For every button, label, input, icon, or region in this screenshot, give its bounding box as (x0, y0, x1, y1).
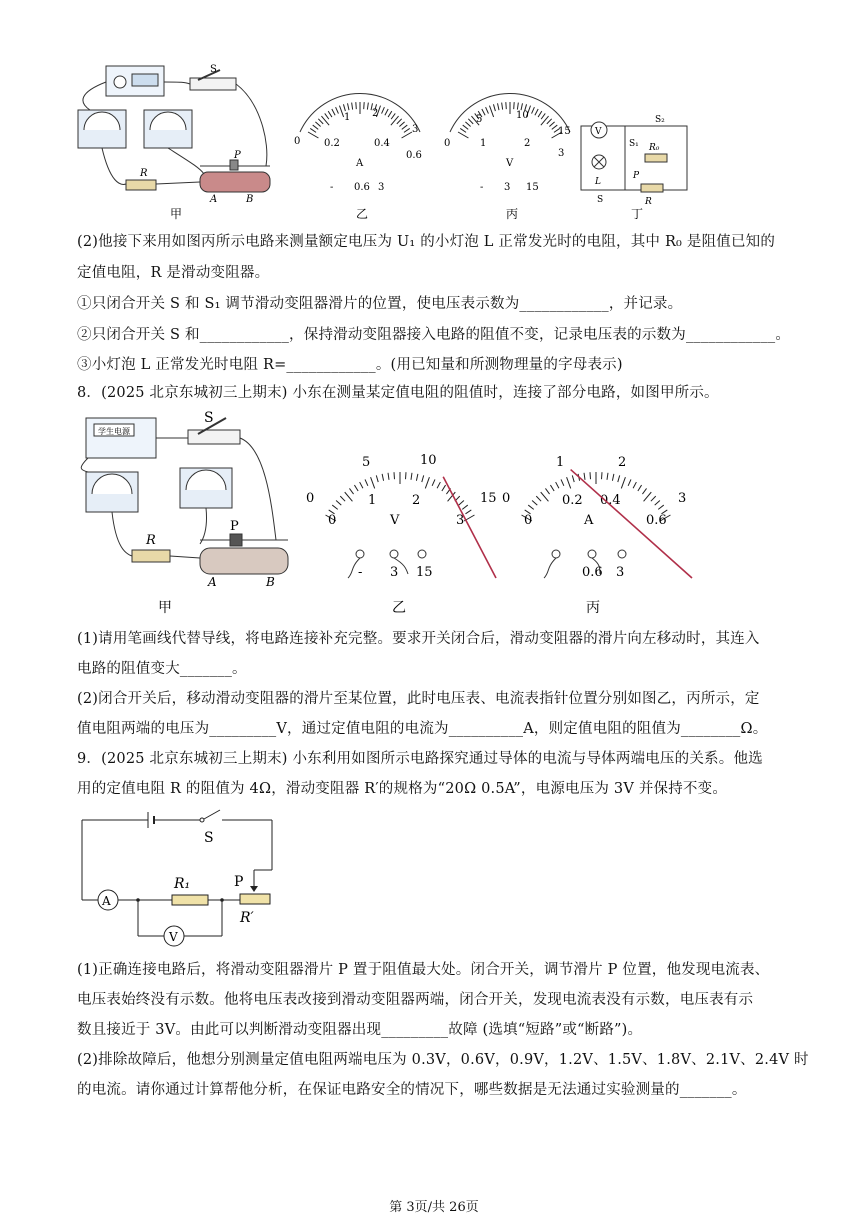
dial-tick (458, 132, 468, 138)
top-voltmeter-tick-10: 10 (516, 110, 529, 121)
q8-ammeter-term-3: 3 (616, 565, 625, 580)
top-circuit-voltmeter: V (595, 127, 602, 137)
top-ammeter-tick-1: 1 (344, 112, 351, 123)
top-voltmeter-btick-3: 3 (558, 148, 565, 159)
dial-tick (315, 122, 320, 127)
q9-part1-line3: 数且接近于 3V。由此可以判断滑动变阻器出现_________故障 (选填“短路”或“断路”)。 (77, 1022, 643, 1038)
dial-tick (465, 122, 470, 127)
dial-tick (532, 107, 535, 113)
q8-part1-line2: 电路的阻值变大_______。 (77, 661, 247, 677)
q8-caption-bing: 丙 (586, 600, 600, 616)
q8-part2-line1: (2)闭合开关后，移动滑动变阻器的滑片至某位置，此时电压表、电流表指针位置分别如图乙，丙所示，定 (77, 691, 760, 707)
q8-ammeter-unit: A (584, 513, 594, 528)
top-switch-label: S (210, 64, 217, 75)
dial-tick (425, 477, 429, 488)
dial-tick (442, 485, 446, 491)
dial-tick (371, 477, 375, 488)
dial-tick (354, 485, 358, 491)
q8-ammeter-bottom-06: 0.6 (646, 513, 667, 528)
dial-tick (644, 492, 652, 501)
q9-r1-label: R₁ (174, 876, 191, 892)
q8-terminal-a: A (208, 575, 217, 589)
dial-tick (463, 125, 469, 129)
q7-step1: ①只闭合开关 S 和 S₁ 调节滑动变阻器滑片的位置，使电压表示数为____________，并记录。 (77, 296, 683, 312)
q8-voltmeter-bottom-2: 2 (412, 493, 421, 508)
dial-tick (486, 107, 489, 113)
dial-tick (628, 479, 631, 485)
top-apparatus-figure (78, 64, 270, 205)
q8-ammeter-bottom-0: 0 (524, 513, 533, 528)
q7-step2: ②只闭合开关 S 和____________，保持滑动变阻器接入电路的阻值不变，记录电压表的示数为____________。 (77, 327, 791, 343)
q9-slider-label: P (234, 874, 244, 890)
top-ammeter-tick-2: 2 (372, 108, 379, 119)
dial-tick (348, 103, 349, 110)
q8-voltmeter-term-15: 15 (416, 565, 433, 580)
dial-tick (365, 479, 368, 485)
top-ammeter-btick-2: 0.4 (374, 138, 390, 149)
q9-ammeter-label: A (102, 894, 111, 908)
q8-ammeter-top-0: 0 (502, 491, 511, 506)
dial-tick (498, 103, 499, 110)
dial-tick (402, 125, 408, 129)
top-circuit-diagram (581, 115, 687, 221)
dial-tick (462, 505, 468, 509)
dial-tick (584, 473, 585, 480)
dial-tick (633, 482, 636, 488)
q7-part2-line1: (2)他接下来用如图丙所示电路来测量额定电压为 U₁ 的小灯泡 L 正常发光时的电阻，其中 R₀ 是阻值已知的 (77, 234, 776, 250)
dial-tick (422, 475, 424, 482)
top-voltmeter-tick-15: 15 (558, 126, 571, 137)
dial-tick (318, 119, 323, 124)
dial-tick (561, 479, 564, 485)
dial-tick (349, 488, 353, 494)
dial-tick (547, 119, 552, 124)
top-ammeter-unit: A (356, 158, 364, 169)
dial-tick (658, 505, 664, 509)
dial-tick (437, 482, 440, 488)
dial-tick (468, 119, 473, 124)
top-voltmeter-btick-2: 2 (524, 138, 531, 149)
top-circuit-s1-label: S₁ (629, 139, 639, 149)
dial-tick (339, 106, 343, 117)
q8-voltmeter-top-0: 0 (306, 491, 315, 506)
q9-stem-line2: 用的定值电阻 R 的阻值为 4Ω，滑动变阻器 R′的规格为“20Ω 0.5A”，电源电压为 3V 并保持不变。 (77, 781, 728, 797)
dial-tick (402, 132, 412, 138)
q8-voltmeter-term-neg: - (358, 565, 363, 580)
dial-tick (308, 132, 318, 138)
dial-tick (336, 500, 341, 505)
dial-tick (549, 122, 554, 127)
q9-part2-line2: 的电流。请你通过计算帮他分析，在保证电路安全的情况下，哪些数据是无法通过实验测量的_______。 (77, 1082, 747, 1098)
top-ammeter-term-06: 0.6 (354, 182, 370, 193)
q8-ammeter-dial (502, 455, 692, 616)
dial-tick (541, 113, 545, 119)
q8-ammeter-top-2: 2 (618, 455, 627, 470)
q8-power-supply-label: 学生电源 (98, 427, 130, 436)
q8-caption-jia: 甲 (158, 600, 172, 616)
dial-tick (572, 475, 574, 482)
dial-tick (391, 113, 395, 119)
dial-tick (618, 475, 620, 482)
q8-voltmeter-bottom-0: 0 (328, 513, 337, 528)
q8-voltmeter-bottom-3: 3 (456, 513, 465, 528)
dial-tick (607, 473, 608, 480)
dial-tick (367, 103, 368, 110)
top-slider-label: P (234, 150, 241, 161)
q9-circuit-diagram (76, 808, 286, 954)
dial-tick (352, 103, 353, 110)
top-ammeter-term-3: 3 (378, 182, 385, 193)
q7-part2-line2: 定值电阻，R 是滑动变阻器。 (77, 265, 270, 281)
dial-tick (328, 111, 332, 117)
q8-apparatus (81, 410, 288, 616)
q8-voltmeter-unit: V (390, 513, 400, 528)
q8-voltmeter-dial (306, 453, 497, 616)
q9-part1-line1: (1)正确连接电路后，将滑动变阻器滑片 P 置于阻值最大处。闭合开关，调节滑片 P 位置，他发现电流表、 (77, 962, 770, 978)
dial-tick (556, 482, 559, 488)
dial-tick (567, 477, 571, 488)
top-circuit-s-label: S (597, 195, 604, 205)
q8-part2-line2: 值电阻两端的电压为_________V，通过定值电阻的电流为__________A，则定值电阻的阻值为________Ω。 (77, 721, 768, 737)
top-voltmeter-term-15: 15 (526, 182, 539, 193)
top-circuit-r0-label: R₀ (649, 143, 660, 153)
q7-step3: ③小灯泡 L 正常发光时电阻 R=____________。(用已知量和所测物理量的字母表示) (77, 357, 623, 373)
dial-tick (541, 492, 549, 501)
dial-tick (345, 492, 353, 501)
dial-tick (399, 122, 404, 127)
dial-tick (465, 510, 471, 514)
top-circuit-lamp-label: L (595, 177, 601, 187)
top-terminal-b: B (246, 194, 254, 205)
dial-tick (332, 109, 335, 115)
dial-tick (642, 488, 646, 494)
q8-switch-label: S (204, 410, 214, 426)
dial-tick (325, 113, 329, 119)
dial-tick (612, 474, 613, 481)
q9-rheostat-label: R′ (240, 910, 254, 926)
top-caption-yi: 乙 (356, 207, 369, 221)
q8-ammeter-bottom-02: 0.2 (562, 493, 583, 508)
q8-caption-yi: 乙 (392, 600, 406, 616)
q9-stem-line1: 9．(2025 北京东城初三上期末) 小东利用如图所示电路探究通过导体的电流与导体两端电压的关系。他选 (77, 751, 763, 767)
dial-tick (340, 496, 345, 501)
q9-voltmeter-label: V (169, 930, 178, 944)
q8-figure (76, 408, 696, 618)
dial-tick (532, 500, 537, 505)
top-figure-row (70, 62, 710, 222)
top-circuit-r-label: R (645, 197, 652, 207)
dial-tick (535, 109, 538, 115)
q8-ammeter-term-06: 0.6 (582, 565, 603, 580)
q8-voltmeter-bottom-1: 1 (368, 493, 377, 508)
dial-tick (502, 103, 503, 110)
q8-ammeter-top-1: 1 (556, 455, 565, 470)
top-voltmeter-btick-1: 1 (480, 138, 487, 149)
top-terminal-a: A (210, 194, 218, 205)
q9-part1-line2: 电压表始终没有示数。他将电压表改接到滑动变阻器两端，闭合开关，发现电流表没有示数，电压表有示 (77, 992, 754, 1008)
dial-tick (545, 488, 549, 494)
q8-ammeter-top-3: 3 (678, 491, 687, 506)
top-circuit-p-label: P (633, 171, 640, 181)
top-ammeter-term-neg: - (330, 182, 334, 193)
page-footer: 第 3页/共 26页 (389, 1200, 479, 1215)
q8-stem: 8．(2025 北京东城初三上期末) 小东在测量某定值电阻的阻值时，连接了部分电路，如图甲所示。 (77, 385, 719, 401)
top-ammeter-dial (294, 93, 422, 221)
q8-part1-line1: (1)请用笔画线代替导线，将电路连接补充完整。要求开关闭合后，滑动变阻器的滑片向左移动时，其连入 (77, 631, 760, 647)
q8-voltmeter-top-10: 10 (420, 453, 437, 468)
q8-voltmeter-top-15: 15 (480, 491, 497, 506)
dial-tick (550, 485, 554, 491)
dial-tick (313, 125, 319, 129)
q8-voltmeter-term-3: 3 (390, 565, 399, 580)
q8-slider-label: P (230, 519, 239, 534)
top-ammeter-btick-1: 0.2 (324, 138, 340, 149)
dial-tick (385, 109, 388, 115)
top-voltmeter-unit: V (506, 158, 514, 169)
dial-tick (416, 474, 417, 481)
dial-tick (517, 103, 518, 110)
top-voltmeter-term-neg: - (480, 182, 484, 193)
dial-tick (343, 104, 345, 111)
q9-switch-label: S (204, 830, 214, 846)
dial-tick (651, 496, 656, 501)
top-voltmeter-dial (444, 93, 571, 221)
q8-resistor-label: R (146, 533, 156, 548)
dial-tick (382, 474, 383, 481)
top-voltmeter-term-3: 3 (504, 182, 511, 193)
dial-tick (376, 475, 378, 482)
q9-part2-line1: (2)排除故障后，他想分别测量定值电阻两端电压为 0.3V，0.6V，0.9V，1.2V、1.5V、1.8V、2.1V、2.4V 时 (77, 1052, 809, 1068)
dial-tick (411, 473, 412, 480)
dial-tick (388, 111, 392, 117)
top-ammeter-tick-3: 3 (412, 124, 419, 135)
top-resistor-label: R (140, 168, 148, 179)
top-voltmeter-btick-0: 0 (444, 138, 451, 149)
dial-tick (336, 107, 339, 113)
dial-tick (388, 473, 389, 480)
dial-tick (382, 107, 385, 113)
dial-tick (360, 482, 363, 488)
dial-tick (552, 125, 558, 129)
q8-ammeter-bottom-04: 0.4 (600, 493, 621, 508)
dial-tick (332, 505, 338, 509)
dial-tick (460, 128, 466, 132)
top-circuit-s2-label: S₂ (655, 115, 665, 125)
dial-tick (493, 104, 495, 111)
top-ammeter-btick-3: 0.6 (406, 150, 422, 161)
top-voltmeter-tick-5: 5 (476, 114, 483, 125)
dial-tick (404, 128, 410, 132)
dial-tick (432, 479, 435, 485)
dial-tick (310, 128, 316, 132)
dial-tick (638, 485, 642, 491)
dial-tick (397, 119, 402, 124)
top-ammeter-btick-0: 0 (294, 136, 301, 147)
dial-tick (489, 106, 493, 117)
q8-terminal-b: B (266, 575, 275, 589)
dial-tick (621, 477, 625, 488)
top-caption-bing: 丙 (506, 207, 519, 221)
dial-tick (459, 500, 464, 505)
q8-voltmeter-top-5: 5 (362, 455, 371, 470)
dial-tick (538, 111, 542, 117)
dial-tick (528, 505, 534, 509)
top-caption-jia: 甲 (170, 207, 183, 221)
dial-tick (536, 496, 541, 501)
dial-tick (655, 500, 660, 505)
top-caption-ding: 丁 (631, 207, 644, 221)
